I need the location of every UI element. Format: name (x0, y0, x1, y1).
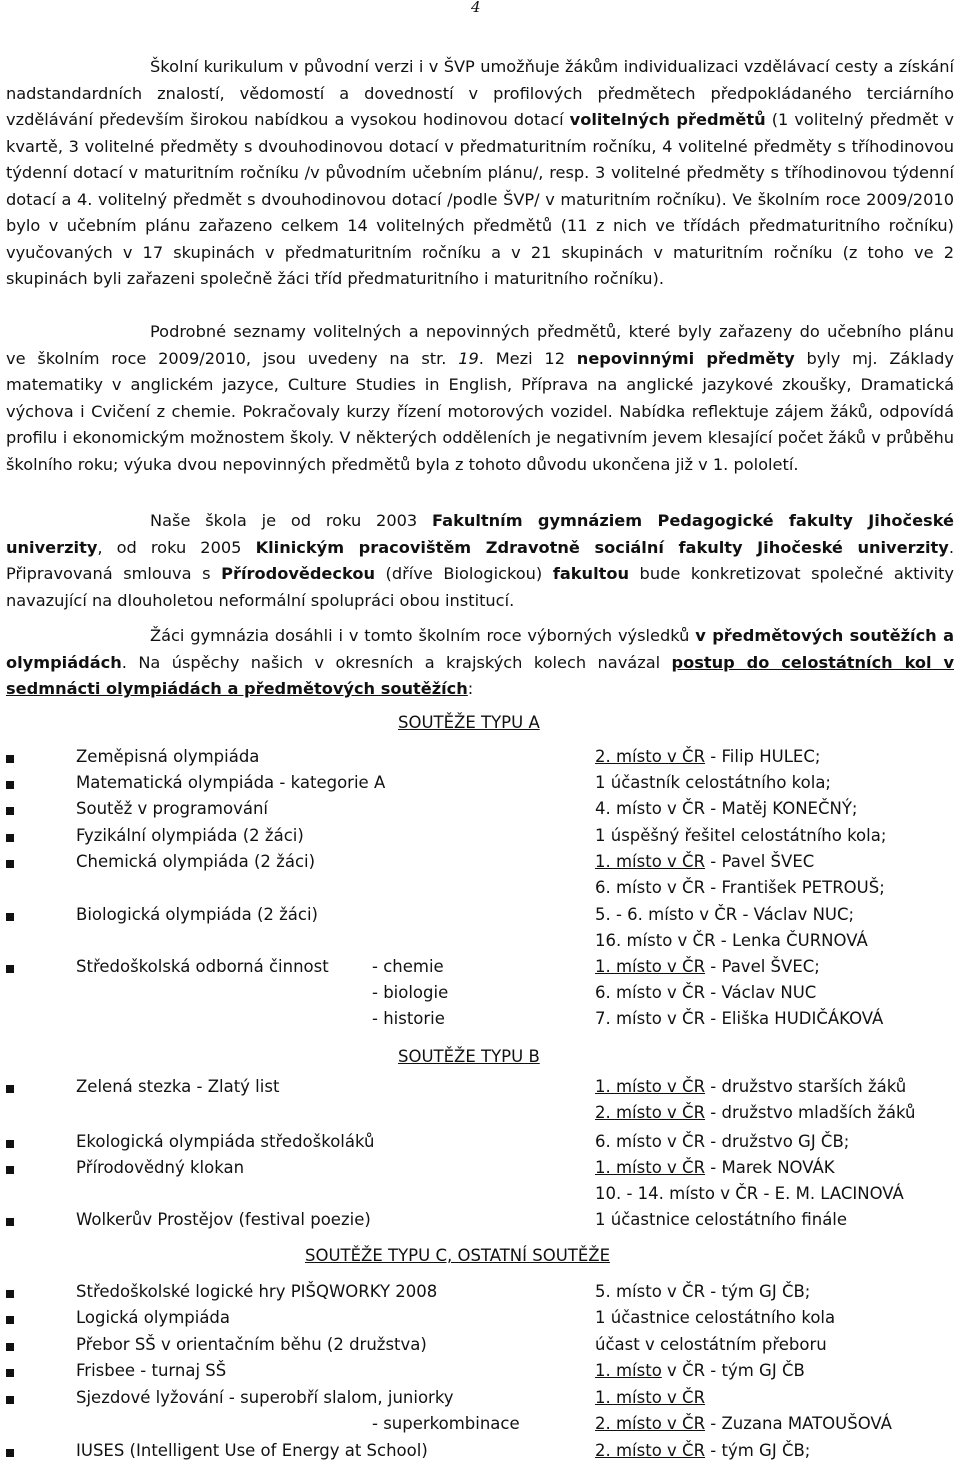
result-row (0, 1307, 960, 1333)
competition-name: Wolkerův Prostějov (festival poezie) (76, 1210, 371, 1229)
result-row (0, 877, 960, 903)
result-detail: 6. místo v ČR - František PETROUŠ; (595, 878, 885, 897)
result-row (0, 1183, 960, 1209)
result-detail: 4. místo v ČR - Matěj KONEČNÝ; (595, 799, 858, 818)
result-detail: 6. místo v ČR - Václav NUC (595, 983, 817, 1002)
competition-name: Logická olympiáda (76, 1308, 231, 1327)
result-place: 1. místo v ČR (595, 1388, 706, 1407)
bullet-icon (6, 1369, 14, 1377)
competition-result (595, 878, 885, 897)
text-run: bude konkretizovat společné aktivity navazující na dlouholetou neformální spolupráci obou institucí. (6, 564, 955, 610)
competition-result (595, 1282, 810, 1301)
competition-category: - superkombinace (372, 1414, 520, 1433)
competition-name: Biologická olympiáda (2 žáci) (76, 905, 318, 924)
bullet-icon (6, 1085, 14, 1093)
result-place: 2. místo v ČR (595, 1414, 706, 1433)
competition-result (595, 773, 831, 792)
competition-name: Ekologická olympiáda středoškoláků (76, 1132, 375, 1151)
result-detail: 7. místo v ČR - Eliška HUDIČÁKOVÁ (595, 1009, 884, 1028)
competition-category: - chemie (372, 957, 444, 976)
bold-run: Fakultním gymnáziem Pedagogické fakulty Jihočeské univerzity (6, 511, 954, 557)
competition-result (595, 983, 816, 1002)
competition-result (595, 957, 820, 976)
competition-name: Frisbee - turnaj SŠ (76, 1361, 227, 1380)
result-place: 1. místo (595, 1361, 662, 1380)
bold-run: Přírodovědeckou (221, 564, 375, 583)
competition-result (595, 1361, 805, 1380)
bold-run: Klinickým pracovištěm Zdravotně sociální fakulty Jihočeské univerzity (255, 537, 949, 557)
competition-result (595, 1077, 906, 1096)
text-run: byly mj. Základy matematiky v anglickém jazyce, Culture Studies in English, Příprava na anglické jazykové zkoušky, Dramatická výchova i Cvičení z chemie. Pokračovaly kurzy řízení motorových vozidel. Nabídka reflektuje zájem žáků, odpovídá profilu i ekonomickým možnostem školy. V některých odděleních je negativním jevem klesající počet žáků v průběhu školního roku; výuka dvou nepovinných předmětů byla z tohoto důvodu ukončena již v 1. pololetí. (6, 348, 954, 474)
result-row (0, 930, 960, 956)
competition-result (595, 1308, 835, 1327)
section-heading: SOUTĚŽE TYPU B (398, 1047, 540, 1066)
result-place: 1. místo v ČR (595, 852, 706, 871)
result-detail: - Filip HULEC; (705, 747, 821, 766)
result-row (0, 1157, 960, 1183)
competition-result (595, 1184, 904, 1203)
result-detail: v ČR - tým GJ ČB (661, 1361, 805, 1380)
bullet-icon (6, 1218, 14, 1226)
result-detail: 10. - 14. místo v ČR - E. M. LACINOVÁ (595, 1184, 904, 1203)
text-run: Naše škola je od roku 2003 (150, 511, 433, 530)
result-row (0, 772, 960, 798)
result-row (0, 956, 960, 982)
competition-name: Soutěž v programování (76, 799, 269, 818)
result-row (0, 1360, 960, 1386)
bullet-icon (6, 1343, 14, 1351)
section-heading: SOUTĚŽE TYPU C, OSTATNÍ SOUTĚŽE (305, 1246, 611, 1265)
bullet-icon (6, 860, 14, 868)
competition-name: IUSES (Intelligent Use of Energy at School) (76, 1441, 428, 1460)
bold-run: v předmětových soutěžích a olympiádách (6, 626, 954, 672)
result-detail: - Zuzana MATOUŠOVÁ (705, 1414, 892, 1433)
competition-name: Přebor SŠ v orientačním běhu (2 družstva) (76, 1335, 427, 1354)
result-detail: účast v celostátním přeboru (595, 1335, 827, 1354)
competition-name: Zelená stezka - Zlatý list (76, 1077, 280, 1096)
competition-result (595, 852, 814, 871)
result-row (0, 1076, 960, 1102)
competition-result (595, 1009, 883, 1028)
bullet-icon (6, 913, 14, 921)
result-detail: - tým GJ ČB; (705, 1441, 811, 1460)
bullet-icon (6, 1290, 14, 1298)
result-detail: 1 úspěšný řešitel celostátního kola; (595, 826, 887, 845)
competition-name: Středoškolské logické hry PIŠQWORKY 2008 (76, 1282, 438, 1301)
result-detail: 6. místo v ČR - družstvo GJ ČB; (595, 1132, 850, 1151)
result-row (0, 1131, 960, 1157)
result-place: 2. místo v ČR (595, 1103, 706, 1122)
result-place: 2. místo v ČR (595, 747, 706, 766)
competition-name: Chemická olympiáda (2 žáci) (76, 852, 316, 871)
result-place: 1. místo v ČR (595, 957, 706, 976)
bullet-icon (6, 1316, 14, 1324)
result-row (0, 1102, 960, 1128)
bold-run: volitelných předmětů (569, 110, 766, 129)
competition-result (595, 1132, 849, 1151)
competition-name: Matematická olympiáda - kategorie A (76, 773, 386, 792)
bullet-icon (6, 1166, 14, 1174)
bullet-icon (6, 1140, 14, 1148)
competition-name: Sjezdové lyžování - superobří slalom, juniorky (76, 1388, 454, 1407)
competition-result (595, 931, 868, 950)
bullet-icon (6, 1396, 14, 1404)
section-heading: SOUTĚŽE TYPU A (398, 713, 540, 732)
competition-result (595, 1388, 705, 1407)
result-detail: 1 účastník celostátního kola; (595, 773, 831, 792)
competition-result (595, 747, 820, 766)
result-row (0, 1008, 960, 1034)
competition-name: Přírodovědný klokan (76, 1158, 245, 1177)
bullet-icon (6, 1449, 14, 1457)
result-row (0, 1209, 960, 1235)
text-run: , od roku 2005 (97, 537, 256, 557)
paragraph-faculty (6, 508, 954, 614)
competition-category: - biologie (372, 983, 449, 1002)
result-row (0, 1281, 960, 1307)
text-run: (dříve Biologickou) (375, 564, 553, 583)
bullet-icon (6, 807, 14, 815)
result-detail: 5. místo v ČR - tým GJ ČB; (595, 1282, 811, 1301)
underlined-bold-run: postup do celostátních kol v sedmnácti olympiádách a předmětových soutěžích (6, 652, 955, 698)
result-detail: 16. místo v ČR - Lenka ČURNOVÁ (595, 931, 868, 950)
competition-name: Zeměpisná olympiáda (76, 747, 260, 766)
result-row (0, 851, 960, 877)
competition-result (595, 1103, 916, 1122)
text-run: . Připravovaná smlouva s (6, 537, 954, 583)
result-row (0, 982, 960, 1008)
text-run: Žáci gymnázia dosáhli i v tomto školním roce výborných výsledků (150, 626, 696, 645)
result-row (0, 1334, 960, 1360)
paragraph-curriculum (6, 54, 954, 293)
page-number: 4 (471, 0, 481, 16)
result-row (0, 1440, 960, 1466)
paragraph-olympiads (6, 623, 954, 703)
competition-result (595, 1335, 827, 1354)
text-run: . Mezi 12 (478, 348, 577, 368)
competition-category: - historie (372, 1009, 445, 1028)
competition-result (595, 1441, 810, 1460)
result-detail: 1 účastnice celostátního finále (595, 1210, 848, 1229)
result-detail: - Pavel ŠVEC; (705, 957, 820, 976)
text-run: . Na úspěchy našich v okresních a krajských kolech navázal (121, 652, 672, 672)
bold-run: fakultou (552, 564, 629, 583)
result-place: 1. místo v ČR (595, 1158, 706, 1177)
bullet-icon (6, 781, 14, 789)
bullet-icon (6, 755, 14, 763)
result-row (0, 746, 960, 772)
text-run: (1 volitelný předmět v kvartě, 3 volitelné předměty s dvouhodinovou dotací v předmaturitním ročníku, 4 volitelné předměty s tříhodinovou týdenní dotací v maturitním ročníku /v původním učebním plánu/, resp. 3 volitelné předměty s tříhodinovou týdenní dotací a 4. volitelný předmět s dvouhodinovou dotací /podle ŠVP/ v maturitním ročníku). Ve školním roce 2009/2010 bylo v učebním plánu zařazeno celkem 14 volitelných předmětů (11 z nich ve třídách předmaturitního ročníku) vyučovaných v 17 skupinách v předmaturitním ročníku a v 21 skupinách v maturitním ročníku (z toho ve 2 skupinách byli zařazeni společně žáci tříd předmaturitního i maturitního ročníku). (6, 110, 954, 288)
result-detail: - Marek NOVÁK (705, 1158, 835, 1177)
bullet-icon (6, 834, 14, 842)
result-place: 1. místo v ČR (595, 1077, 706, 1096)
competition-result (595, 799, 857, 818)
competition-result (595, 905, 854, 924)
competition-result (595, 826, 886, 845)
paragraph-subjects (6, 319, 954, 478)
result-row (0, 904, 960, 930)
competition-result (595, 1210, 847, 1229)
bullet-icon (6, 965, 14, 973)
competition-name: Středoškolská odborná činnost (76, 957, 329, 976)
competition-result (595, 1414, 892, 1433)
competition-name: Fyzikální olympiáda (2 žáci) (76, 826, 304, 845)
result-detail: - družstvo mladších žáků (705, 1103, 916, 1122)
text-run: Podrobné seznamy volitelných a nepovinných předmětů, které byly zařazeny do učebního plánu ve školním roce 2009/2010, jsou uvedeny na str. (6, 322, 954, 368)
result-row (0, 825, 960, 851)
text-run: Školní kurikulum v původní verzi i v ŠVP umožňuje žákům individualizaci vzdělávací cesty a získání nadstandardních znalostí, vědomostí a dovedností v profilových předmětech předpokládaného terciárního vzdělávání především širokou nabídkou a vysokou hodinovou dotací (6, 57, 954, 129)
result-detail: - družstvo starších žáků (705, 1077, 907, 1096)
result-row (0, 1413, 960, 1439)
result-detail: 5. - 6. místo v ČR - Václav NUC; (595, 905, 855, 924)
result-row (0, 798, 960, 824)
result-detail: - Pavel ŠVEC (705, 852, 815, 871)
page-reference: 19 (458, 348, 479, 368)
result-detail: 1 účastnice celostátního kola (595, 1308, 836, 1327)
text-run: : (467, 679, 474, 698)
competition-result (595, 1158, 835, 1177)
bold-run: nepovinnými předměty (576, 348, 795, 368)
result-place: 2. místo v ČR (595, 1441, 706, 1460)
result-row (0, 1387, 960, 1413)
